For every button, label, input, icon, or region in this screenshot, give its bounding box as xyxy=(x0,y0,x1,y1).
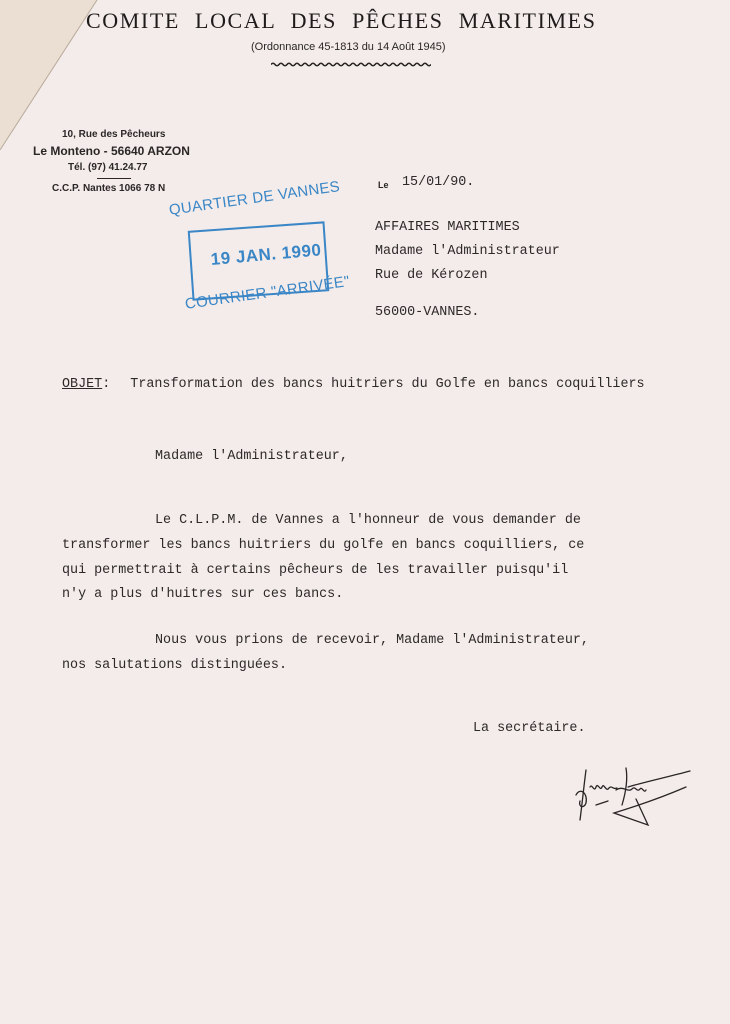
sender-phone: Tél. (97) 41.24.77 xyxy=(68,162,148,173)
recipient-line-2: Madame l'Administrateur xyxy=(375,244,560,259)
stamp-date: 19 JAN. 1990 xyxy=(210,240,323,269)
recipient-line-1: AFFAIRES MARITIMES xyxy=(375,220,520,235)
decorative-wavy-rule xyxy=(271,62,431,67)
sender-city: Le Monteno - 56640 ARZON xyxy=(33,144,190,158)
handwritten-signature xyxy=(568,765,693,830)
body-p1-line-2: transformer les bancs huitriers du golfe en bancs coquilliers, ce xyxy=(62,538,585,553)
address-divider xyxy=(97,178,131,179)
ordinance-subtitle: (Ordonnance 45-1813 du 14 Août 1945) xyxy=(251,41,446,53)
letter-date: 15/01/90. xyxy=(402,175,475,190)
subject-label: OBJET xyxy=(62,377,103,392)
body-p2-line-2: nos salutations distinguées. xyxy=(62,658,287,673)
subject-text: Transformation des bancs huitriers du Golfe en bancs coquilliers xyxy=(130,377,645,392)
organization-title: COMITE LOCAL DES PÊCHES MARITIMES xyxy=(86,8,597,33)
body-p2-line-1: Nous vous prions de recevoir, Madame l'Administrateur, xyxy=(155,633,589,648)
subject-separator: : xyxy=(102,377,111,392)
recipient-line-3: Rue de Kérozen xyxy=(375,268,488,283)
sender-ccp: C.C.P. Nantes 1066 78 N xyxy=(52,183,166,194)
sender-street: 10, Rue des Pêcheurs xyxy=(62,129,166,140)
salutation: Madame l'Administrateur, xyxy=(155,449,348,464)
body-p1-line-1: Le C.L.P.M. de Vannes a l'honneur de vous demander de xyxy=(155,513,581,528)
body-p1-line-4: n'y a plus d'huitres sur ces bancs. xyxy=(62,587,344,602)
recipient-line-4: 56000-VANNES. xyxy=(375,305,480,320)
signatory-title: La secrétaire. xyxy=(473,721,586,736)
stamp-quartier: QUARTIER DE VANNES xyxy=(168,178,342,219)
body-p1-line-3: qui permettrait à certains pêcheurs de les travailler puisqu'il xyxy=(62,563,569,578)
subject-line xyxy=(62,377,645,392)
stamp-courrier: COURRIER "ARRIVÉE" xyxy=(184,272,351,313)
date-label: Le xyxy=(378,180,389,190)
